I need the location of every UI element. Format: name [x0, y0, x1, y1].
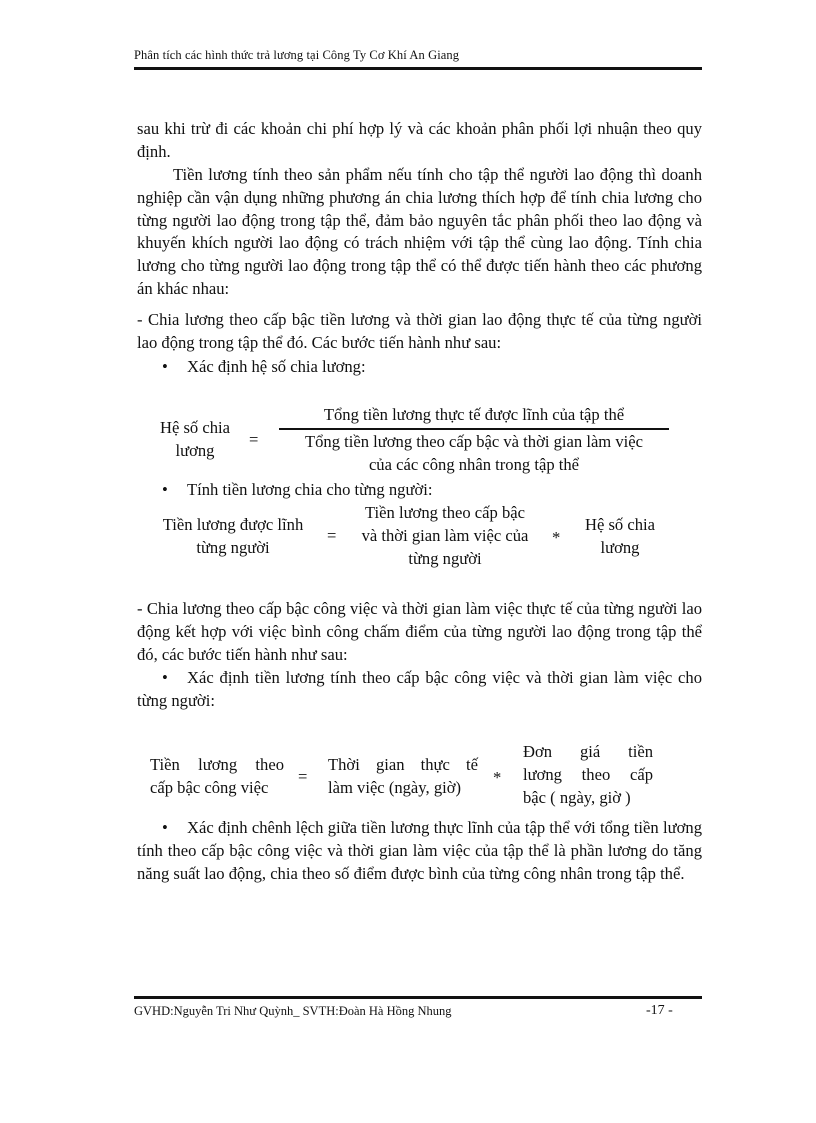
page-header-title: Phân tích các hình thức trả lương tại Công Ty Cơ Khí An Giang [134, 48, 460, 62]
formula-2-times: * [552, 528, 561, 547]
formula-1-equals: = [249, 430, 259, 449]
bullet-item-4 [137, 817, 702, 885]
formula-3-lhs-line-2: cấp bậc công việc [150, 777, 269, 797]
formula-2-equals: = [327, 526, 337, 545]
formula-3-rhs-line-3: bậc ( ngày, giờ ) [523, 787, 631, 807]
formula-2-lhs [148, 514, 318, 560]
formula-3-equals: = [298, 767, 308, 786]
formula-3-rhs [523, 741, 653, 809]
formula-3-lhs-line-1: Tiền lương theo [150, 755, 284, 774]
bullet-item-4-text: Xác định chênh lệch giữa tiền lương thực lĩnh của tập thể với tổng tiền lương tính theo cấp bậc công việc và thời gian làm việc của tập thể là phần lương do tăng năng suất lao động, chia theo số điểm được bình của từng công nhân trong tập thể. [137, 818, 702, 883]
formula-2-rhs [572, 514, 668, 560]
footer-rule [134, 996, 702, 999]
formula-2-lhs-line-1: Tiền lương được lĩnh [162, 515, 304, 534]
formula-3-middle [328, 754, 478, 800]
paragraph-1 [137, 118, 702, 164]
bullet-icon: • [162, 357, 168, 376]
formula-2-middle-line-3: từng người [408, 548, 482, 568]
formula-3-middle-line-2: làm việc (ngày, giờ) [328, 777, 462, 797]
formula-3-lhs [150, 754, 284, 800]
bullet-icon: • [162, 668, 168, 687]
formula-1-lhs-line-1: Hệ số chia [159, 418, 231, 437]
paragraph-3-text: - Chia lương theo cấp bậc tiền lương và thời gian lao động thực tế của từng người lao động trong tập thể đó. Các bước tiến hành như sau: [137, 310, 702, 352]
formula-1-numerator: Tổng tiền lương thực tế được lĩnh của tập thể [323, 405, 625, 424]
bullet-icon: • [162, 818, 168, 837]
formula-1-lhs [150, 417, 240, 463]
formula-3-rhs-line-1: Đơn giá tiền [523, 742, 653, 761]
footer-author: GVHD:Nguyễn Tri Như Quỳnh_ SVTH:Đoàn Hà Hồng Nhung [134, 1004, 452, 1018]
bullet-item-1-text: Xác định hệ số chia lương: [187, 357, 366, 376]
formula-2-middle-line-1: Tiền lương theo cấp bậc [364, 503, 525, 522]
paragraph-1-text: sau khi trừ đi các khoản chi phí hợp lý và các khoản phân phối lợi nhuận theo quy định. [137, 119, 702, 161]
bullet-item-2-text: Tính tiền lương chia cho từng người: [187, 480, 433, 499]
formula-1-lhs-line-2: lương [175, 440, 215, 460]
bullet-item-1 [137, 356, 702, 379]
bullet-icon: • [162, 480, 168, 499]
formula-1-denominator-line-2: của các công nhân trong tập thể [368, 454, 580, 474]
header-rule [134, 67, 702, 70]
paragraph-4 [137, 598, 702, 666]
bullet-item-2 [137, 479, 702, 502]
formula-2-middle [345, 502, 545, 570]
formula-3-middle-line-1: Thời gian thực tế [328, 755, 478, 774]
paragraph-3 [137, 309, 702, 355]
formula-1-denominator [279, 431, 669, 477]
bullet-item-3-text: Xác định tiền lương tính theo cấp bậc công việc và thời gian làm việc cho từng người: [137, 668, 702, 710]
formula-3-times: * [493, 768, 502, 787]
formula-2-rhs-line-2: lương [600, 537, 640, 557]
formula-3-rhs-line-2: lương theo cấp [523, 764, 653, 784]
formula-1-denominator-line-1: Tổng tiền lương theo cấp bậc và thời gian làm việc [304, 432, 644, 451]
paragraph-4-text: - Chia lương theo cấp bậc công việc và thời gian làm việc thực tế của từng người lao động kết hợp với việc bình công chấm điểm của từng người lao động trong tập thể đó, các bước tiến hành như sau: [137, 599, 702, 664]
formula-2-rhs-line-1: Hệ số chia [584, 515, 656, 534]
formula-1-fraction-bar [279, 428, 669, 430]
page-number: -17 - [646, 1003, 673, 1018]
paragraph-2 [137, 164, 702, 301]
formula-2-lhs-line-2: từng người [196, 537, 270, 557]
bullet-item-3 [137, 667, 702, 713]
paragraph-2-text: Tiền lương tính theo sản phẩm nếu tính cho tập thể người lao động thì doanh nghiệp cần vận dụng những phương án chia lương thích hợp để tính chia lương cho từng người lao động trong tập thể, đảm bảo nguyên tắc phân phối theo lao động và khuyến khích người lao động có trách nhiệm với tập thể cùng lao động. Tính chia lương cho từng người lao động trong tập thể có thể được tiến hành theo các phương án khác nhau: [137, 165, 702, 298]
formula-2-middle-line-2: và thời gian làm việc của [361, 525, 529, 545]
